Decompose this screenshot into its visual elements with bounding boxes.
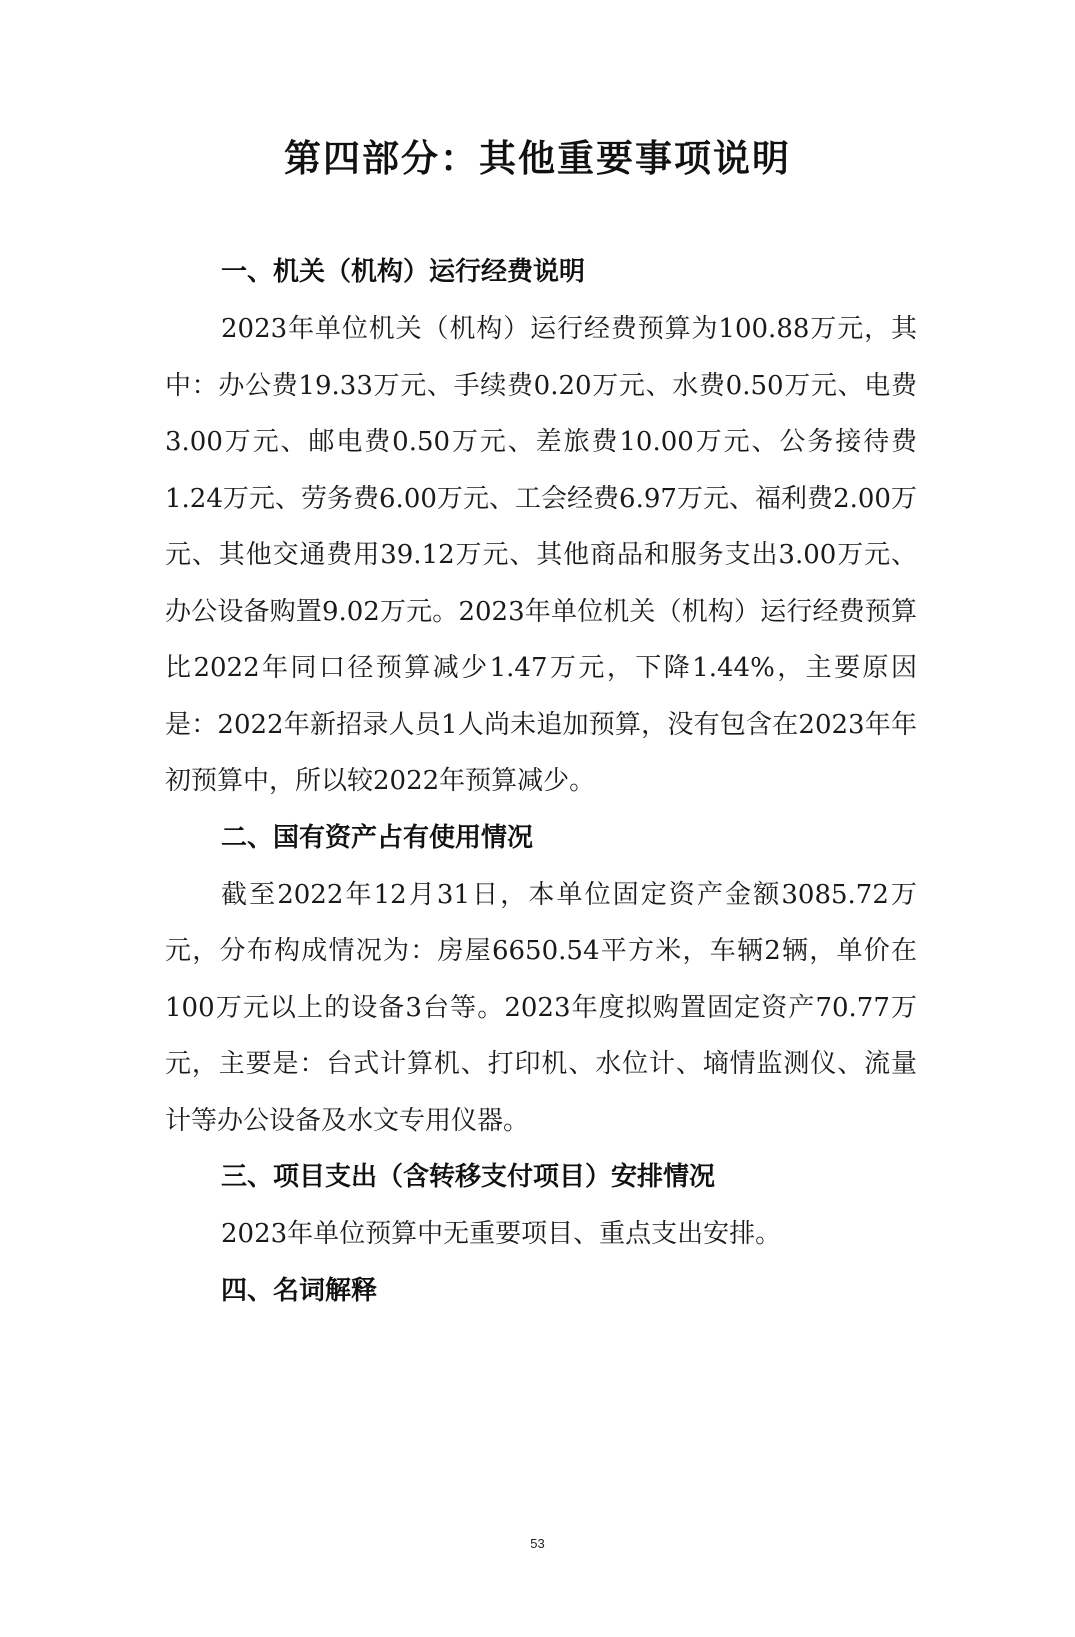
section-heading-operating-expenses: 一、机关（机构）运行经费说明 — [221, 257, 586, 287]
section-body-operating-expenses: 2023年单位机关（机构）运行经费预算为100.88万元，其中：办公费19.33万元、手续费0.20万元、水费0.50万元、电费3.00万元、邮电费0.50万元、差旅费10.00万元、公务接待费1.24万元、劳务费6.00万元、工会经费6.97万元、福利费2.00万元、其他交通费用39.12万元、其他商品和服务支出3.00万元、办公设备购置9.02万元。2023年单位机关（机构）运行经费预算比2022年同口径预算减少1.47万元，下降1.44%，主要原因是：2022年新招录人员1人尚未追加预算，没有包含在2023年年初预算中，所以较2022年预算减少。 — [165, 314, 917, 796]
section-heading-project-expenditure: 三、项目支出（含转移支付项目）安排情况 — [221, 1162, 716, 1192]
page-number: 53 — [530, 1536, 545, 1551]
section-body-project-expenditure: 2023年单位预算中无重要项目、重点支出安排。 — [221, 1219, 782, 1249]
section-body-state-assets: 截至2022年12月31日，本单位固定资产金额3085.72万元，分布构成情况为：房屋6650.54平方米，车辆2辆，单价在100万元以上的设备3台等。2023年度拟购置固定资产70.77万元，主要是：台式计算机、打印机、水位计、墒情监测仪、流量计等办公设备及水文专用仪器。 — [165, 879, 917, 1136]
section-heading-glossary: 四、名词解释 — [221, 1275, 378, 1306]
section-heading-state-assets: 二、国有资产占有使用情况 — [221, 822, 534, 853]
page-title: 第四部分：其他重要事项说明 — [284, 137, 791, 180]
document-body — [165, 244, 917, 1320]
